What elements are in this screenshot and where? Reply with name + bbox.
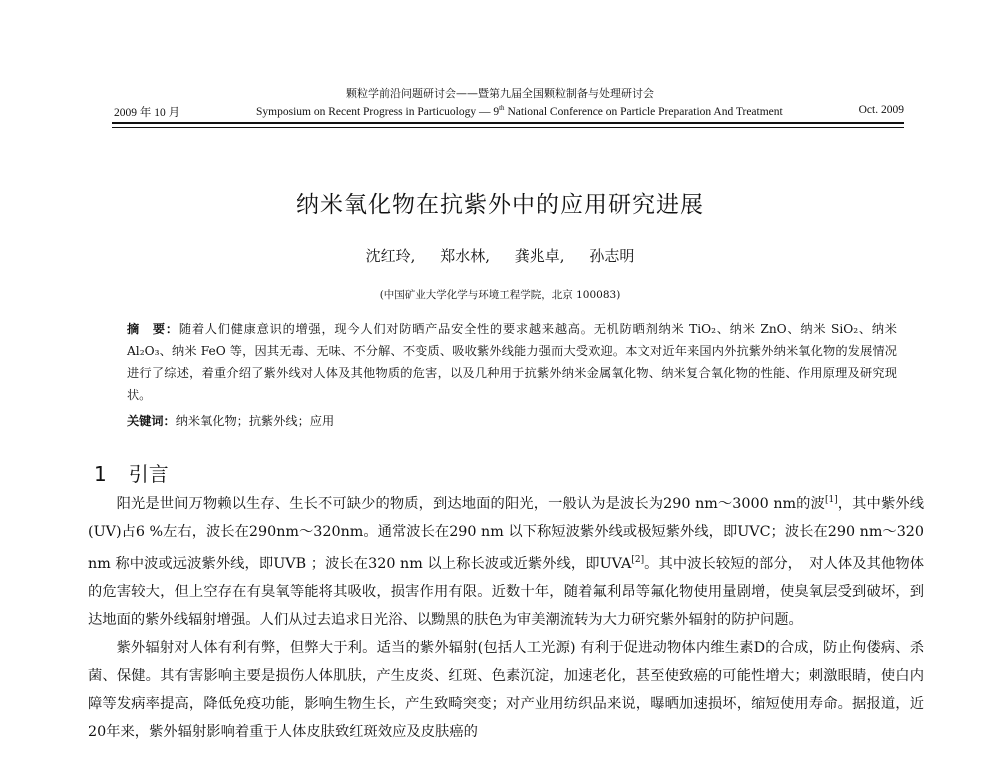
keywords-text: 纳米氧化物；抗紫外线；应用	[175, 414, 335, 428]
abstract-text: 随着人们健康意识的增强，现今人们对防晒产品安全性的要求越来越高。无机防晒剂纳米 TiO₂、纳米 ZnO、纳米 SiO₂、纳米 Al₂O₃、纳米 FeO 等，因其无毒、无味、不分解、不变质、吸收紫外线能力强而大受欢迎。本文对近年来国内外抗紫外纳米氧化物的发展情况进行了综述，着重介绍了紫外线对人体及其他物质的危害，以及几种用于抗紫外纳米金属氧化物、纳米复合氧化物的性能、作用原理及研究现状。	[127, 322, 897, 402]
section-number: 1	[94, 462, 107, 486]
paper-title: 纳米氧化物在抗紫外中的应用研究进展	[296, 192, 704, 218]
header-ordinal-suffix: th	[499, 104, 505, 112]
abstract	[127, 318, 897, 406]
author-name: 沈红玲,	[365, 247, 416, 265]
header-rule-thick	[112, 122, 904, 124]
paragraph-text: ，其中紫外线(UV)占6 %左右，波长在290nm～320nm。通常波长在290 nm 以下称短波紫外线或极短紫外线，即UVC；波长在290 nm～320 nm 称中波或远波紫外线，即UVB ；波长在320 nm 以上称长波或近紫外线，即UVA	[88, 495, 925, 572]
header-rule-thin	[112, 127, 904, 128]
header-date-en: Oct. 2009	[858, 104, 904, 116]
author-list	[0, 245, 1000, 266]
paragraph-text: 阳光是世间万物赖以生存、生长不可缺少的物质，到达地面的阳光，一般认为是波长为290 nm～3000 nm的波	[116, 495, 825, 512]
author-name: 龚兆卓,	[514, 247, 565, 265]
header-dash: —	[478, 105, 491, 118]
author-name: 郑水林,	[440, 247, 490, 265]
header-english-line	[114, 104, 904, 120]
paragraph-text: 。其中波长较短的部分， 对人体及其他物体的危害较大，但上空存在有臭氧等能将其吸收，损害作用有限。近数十年，随着氟利昂等氟化物使用量剧增，使臭氧层受到破坏，到达地面的紫外线辐射增强。人们从过去追求日光浴、以黝黑的肤色为审美潮流转为大力研究紫外辐射的防护问题。	[88, 555, 924, 628]
paragraph: 紫外辐射对人体有利有弊，但弊大于利。适当的紫外辐射(包括人工光源) 有利于促进动物体内维生素D的合成，防止佝偻病、杀菌、保健。其有害影响主要是损伤人体肌肤，产生皮炎、红斑、色素沉淀，加速老化，甚至使致癌的可能性增大；刺激眼睛，使白内障等发病率提高，降低免疫功能，影响生物生长，产生致畸突变；对产业用纺织品来说，曝晒加速损坏，缩短使用寿命。据报道，近20年来，紫外辐射影响着重于人体皮肤致红斑效应及皮肤癌的	[88, 639, 924, 740]
affiliation: (中国矿业大学化学与环境工程学院，北京 100083)	[379, 289, 621, 301]
abstract-label: 摘 要：	[127, 322, 179, 336]
keywords	[127, 412, 897, 429]
header-symposium-left: Symposium on Recent Progress in Particuology	[256, 105, 477, 118]
paragraph	[88, 486, 924, 634]
header-conference-name: National Conference on Particle Preparation And Treatment	[507, 105, 783, 118]
citation: [1]	[824, 495, 838, 505]
section-heading	[94, 458, 191, 487]
header-symposium	[256, 104, 783, 120]
header-date-cn: 2009 年 10 月	[114, 107, 181, 119]
section-title: 引言	[128, 462, 169, 486]
header-chinese-title: 颗粒学前沿问题研讨会——暨第九届全国颗粒制备与处理研讨会	[346, 87, 654, 100]
keywords-label: 关键词：	[127, 414, 176, 428]
citation: [2]	[631, 554, 645, 565]
header-conference-number: 9	[493, 105, 500, 118]
author-name: 孙志明	[589, 247, 635, 265]
body-text	[88, 486, 924, 746]
